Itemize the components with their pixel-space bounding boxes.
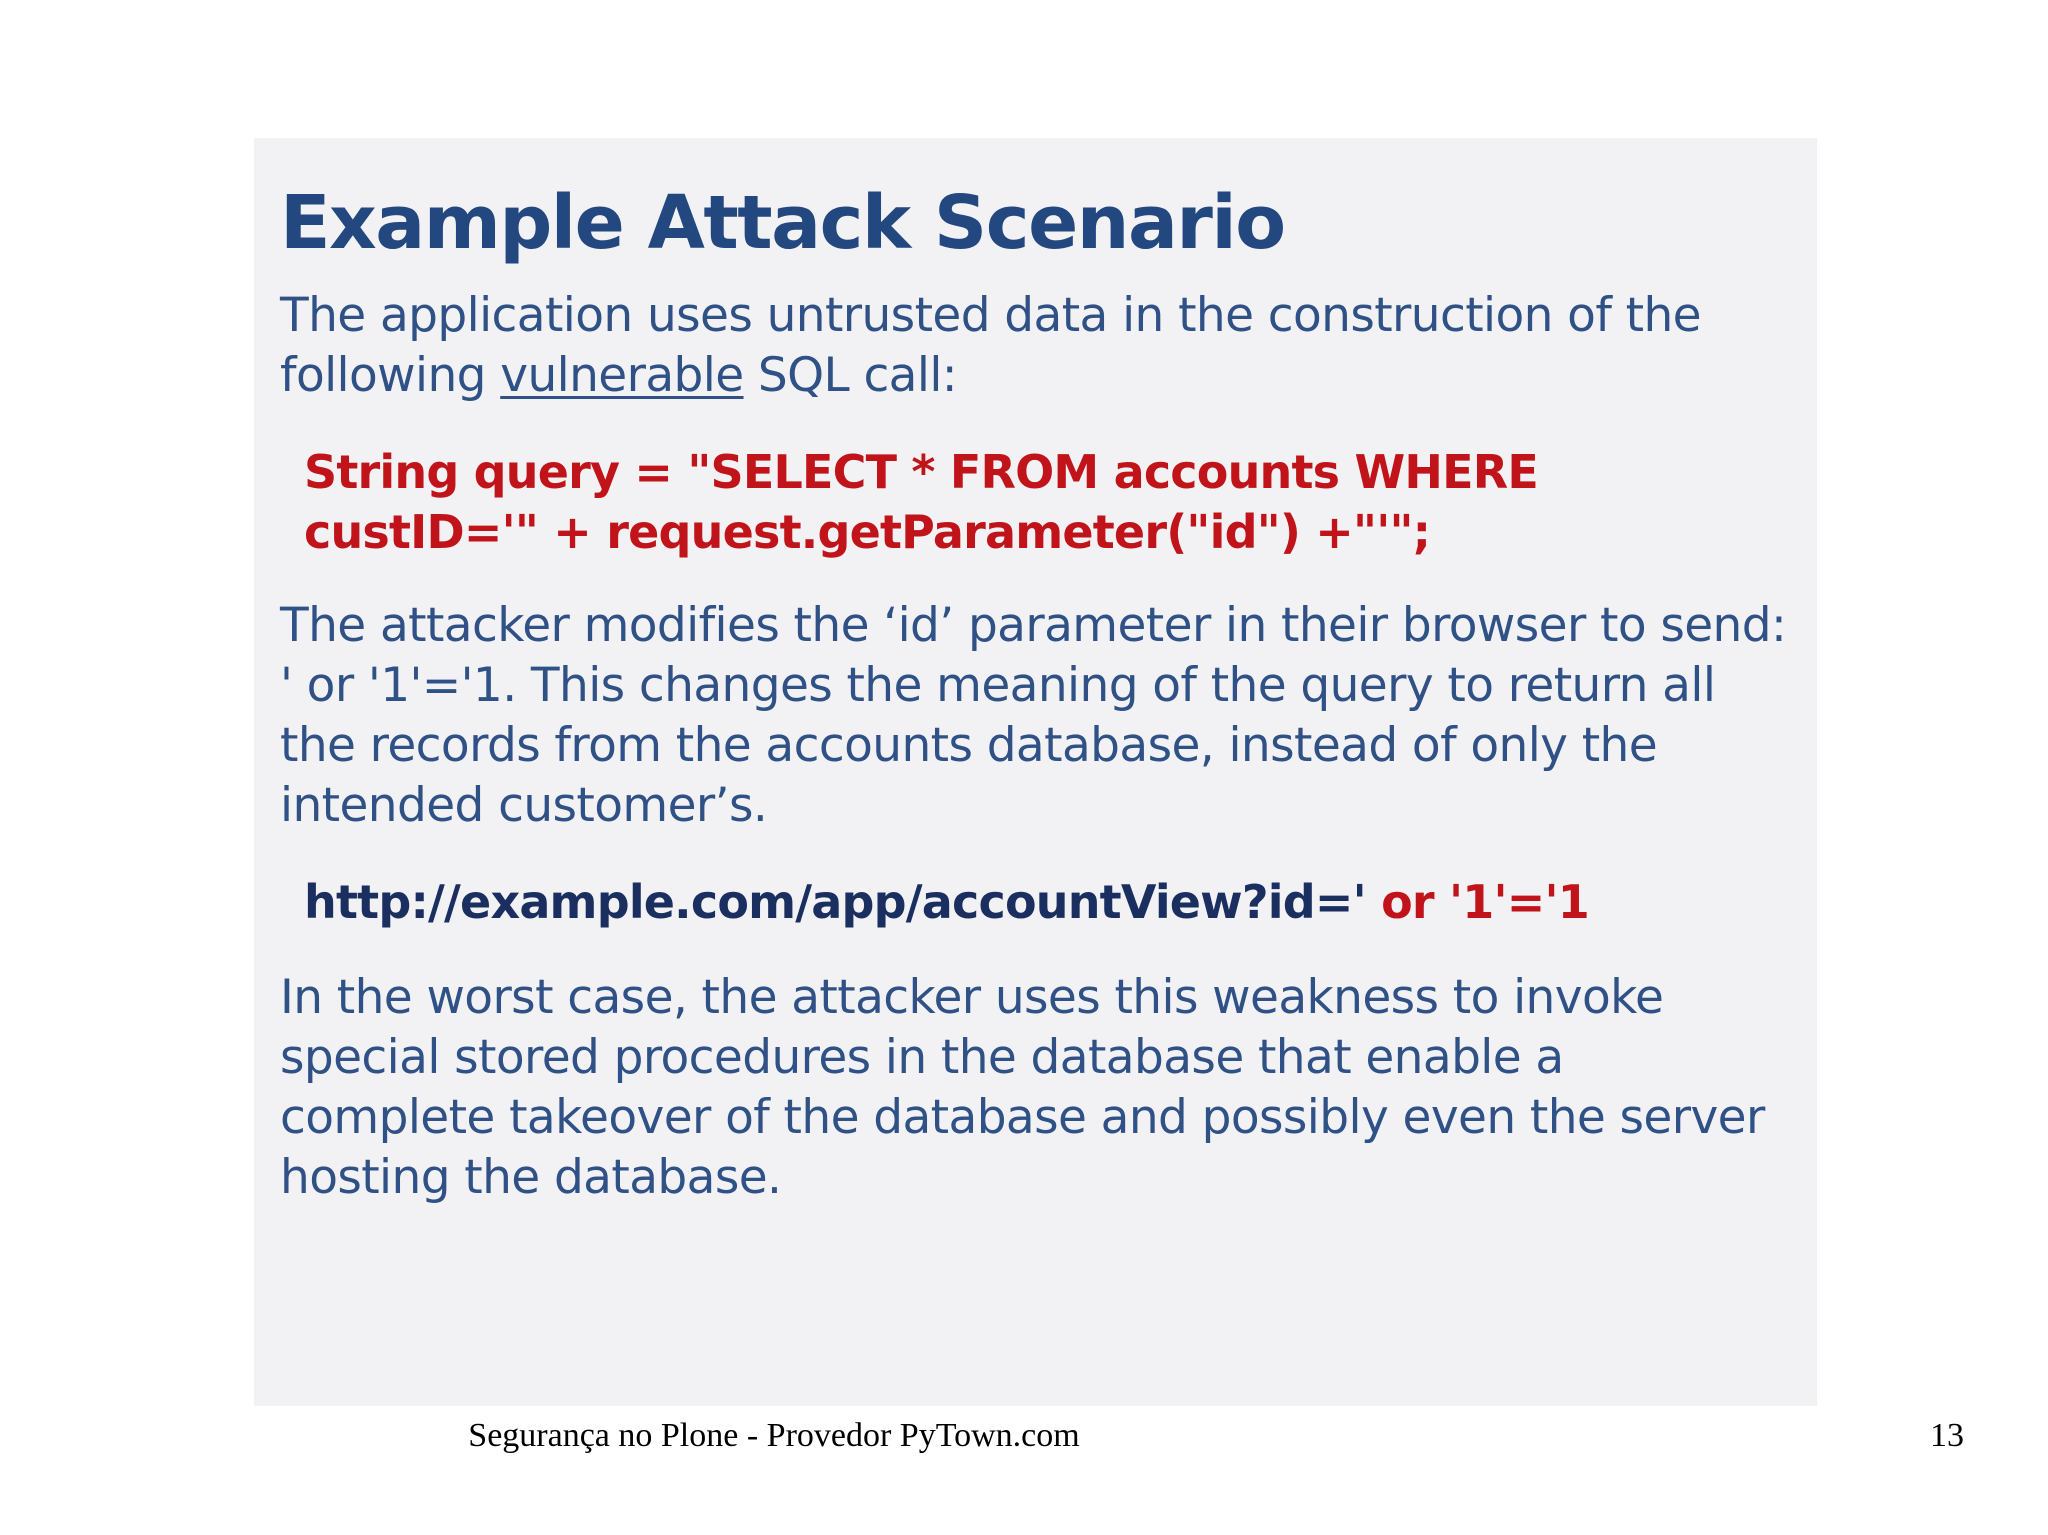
url-base: http://example.com/app/accountView?id=' — [304, 875, 1366, 929]
vulnerable-underlined-word: vulnerable — [500, 348, 744, 403]
footer-text: Segurança no Plone - Provedor PyTown.com — [468, 1417, 1080, 1454]
worst-case-paragraph: In the worst case, the attacker uses this weakness to invoke special stored procedures in the database that enable a complete takeover of the database and possibly even the server hosting the database. — [280, 970, 1765, 1205]
page-number: 13 — [1930, 1417, 1964, 1454]
intro-paragraph — [280, 286, 1790, 406]
page-footer — [0, 1408, 2048, 1464]
code-line-2: custID='" + request.getParameter("id") +"'"; — [304, 505, 1431, 559]
code-line-1: String query = "SELECT * FROM accounts WHERE — [304, 445, 1538, 499]
attack-url — [304, 872, 1790, 932]
intro-text-end: SQL call: — [743, 348, 958, 403]
url-injection: or '1'='1 — [1365, 875, 1590, 929]
intro-text-start: The application uses untrusted data in the construction of the following — [280, 288, 1701, 403]
sql-code-block — [304, 442, 1790, 562]
slide-title: Example Attack Scenario — [280, 180, 1285, 266]
slide-image — [254, 138, 1817, 1406]
attack-description-paragraph: The attacker modifies the ‘id’ parameter in their browser to send: ' or '1'='1. This changes the meaning of the query to return all the records from the accounts database, instead of only the intended customer’s. — [280, 598, 1787, 833]
slide-content — [280, 178, 1790, 1208]
